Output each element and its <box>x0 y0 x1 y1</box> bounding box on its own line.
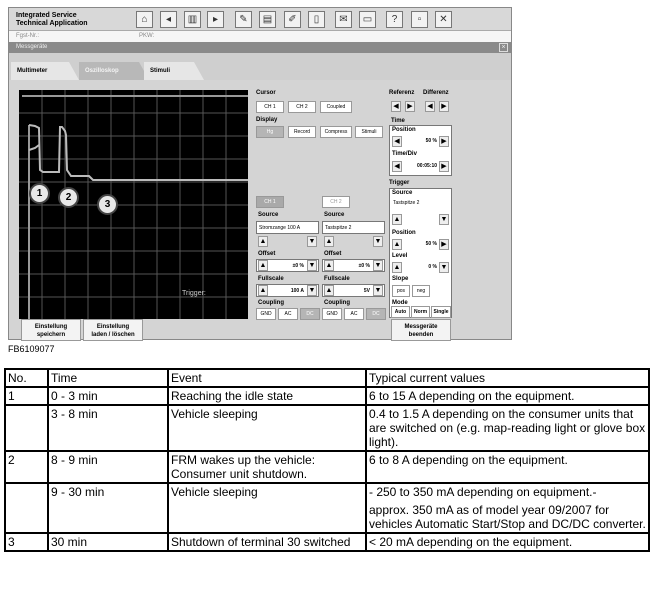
cell-event: Vehicle sleeping <box>168 483 366 533</box>
current-trace <box>29 125 248 180</box>
tab-oszilloskop[interactable]: Oszilloskop <box>79 62 139 80</box>
ch2-gnd-button[interactable]: GND <box>322 308 342 320</box>
vin-label: Fgst-Nr.: <box>16 33 40 39</box>
ch2-button[interactable]: CH 2 <box>322 196 350 208</box>
timediv-value: 00:05:10 <box>416 163 437 169</box>
oscilloscope-panel <box>9 80 511 339</box>
wrench-icon[interactable]: ✎ <box>235 11 252 28</box>
cell-event: Shutdown of terminal 30 switched <box>168 533 366 551</box>
cell-values-multi <box>366 483 649 533</box>
table-row <box>5 533 649 551</box>
event-marker-3: 3 <box>97 194 118 215</box>
ch2-coupling-label: Coupling <box>324 300 350 306</box>
trigger-level-up-arrow[interactable]: ▲ <box>393 264 401 271</box>
cursor-label: Cursor <box>256 90 276 96</box>
display-hg-button[interactable]: Hg <box>256 126 284 138</box>
close-icon[interactable]: ✕ <box>435 11 452 28</box>
header-values: Typical current values <box>366 369 649 387</box>
ch2-offset-label: Offset <box>324 251 342 257</box>
cell-time: 0 - 3 min <box>48 387 168 405</box>
ch1-source-field[interactable] <box>256 221 319 234</box>
home-icon[interactable]: ⌂ <box>136 11 153 28</box>
panel-header <box>9 42 511 53</box>
table-row <box>5 387 649 405</box>
ch2-offset-field[interactable] <box>322 259 385 272</box>
differenz-right-arrow[interactable]: ▶ <box>439 101 449 112</box>
cell-time: 3 - 8 min <box>48 405 168 451</box>
trigger-group <box>389 188 452 318</box>
cell-no: 1 <box>5 387 48 405</box>
event-marker-1: 1 <box>29 183 50 204</box>
save-settings-line2: speichern <box>36 332 66 338</box>
ch1-offset-label: Offset <box>258 251 276 257</box>
ch1-ac-button[interactable]: AC <box>278 308 298 320</box>
model-label: PKW: <box>139 33 155 39</box>
ch2-fullscale-up-arrow[interactable]: ▲ <box>325 287 333 294</box>
battery-icon[interactable]: ▯ <box>308 11 325 28</box>
ch1-fullscale-field[interactable] <box>256 284 319 297</box>
cell-values: 6 to 15 A depending on the equipment. <box>366 387 649 405</box>
scope-display <box>19 90 248 319</box>
cell-time: 8 - 9 min <box>48 451 168 483</box>
time-position-value: 50 % <box>425 138 437 144</box>
ch1-button[interactable]: CH 1 <box>256 196 284 208</box>
cell-values: 0.4 to 1.5 A depending on the consumer units that are switched on (e.g. map-reading light or glove box light). <box>366 405 649 451</box>
ch2-fullscale-down-arrow[interactable]: ▼ <box>374 287 382 294</box>
back-icon[interactable]: ◂ <box>160 11 177 28</box>
exit-measuring-line2: beenden <box>408 332 434 338</box>
display-label: Display <box>256 117 278 123</box>
ch2-down-arrow[interactable]: ▼ <box>374 238 382 245</box>
ch2-fullscale-label: Fullscale <box>324 276 350 282</box>
differenz-label: Differenz <box>423 90 449 96</box>
ch1-gnd-button[interactable]: GND <box>256 308 276 320</box>
trigger-position-label: Position <box>392 230 416 236</box>
save-settings-line1: Einstellung <box>34 324 68 330</box>
event-marker-2: 2 <box>58 187 79 208</box>
trigger-source-label: Source <box>392 190 413 196</box>
table-header-row <box>5 369 649 387</box>
ch1-fullscale-up-arrow[interactable]: ▲ <box>259 287 267 294</box>
mode-single-button[interactable]: Single <box>431 306 451 318</box>
mode-norm-button[interactable]: Norm <box>411 306 430 318</box>
display-record-button[interactable]: Record <box>288 126 316 138</box>
ch2-up-arrow[interactable]: ▲ <box>325 238 333 245</box>
trigger-level-label: Level <box>392 253 408 259</box>
cell-no <box>5 405 48 451</box>
ch1-coupling-label: Coupling <box>258 300 284 306</box>
ch2-source-field[interactable] <box>322 221 385 234</box>
help-icon[interactable]: ? <box>386 11 403 28</box>
referenz-left-arrow[interactable]: ◀ <box>391 101 401 112</box>
ch2-ac-button[interactable]: AC <box>344 308 364 320</box>
tab-stimuli[interactable]: Stimuli <box>144 62 194 80</box>
app-title-line2: Technical Application <box>16 20 88 27</box>
load-settings-line1: Einstellung <box>96 324 130 330</box>
table-row <box>5 405 649 451</box>
app-title <box>16 12 88 28</box>
cell-event: Vehicle sleeping <box>168 405 366 451</box>
ch2-source-value: Tastspitze 2 <box>325 225 352 231</box>
ch1-offset-down-arrow[interactable]: ▼ <box>308 262 316 269</box>
referenz-right-arrow[interactable]: ▶ <box>405 101 415 112</box>
ch1-dc-button[interactable]: DC <box>300 308 320 320</box>
ch1-down-arrow[interactable]: ▼ <box>308 238 316 245</box>
timediv-left-arrow[interactable]: ◀ <box>392 161 402 172</box>
slope-neg-button[interactable]: neg <box>412 285 430 297</box>
time-group <box>389 125 452 176</box>
timediv-right-arrow[interactable]: ▶ <box>439 161 449 172</box>
panel-close-icon[interactable]: × <box>499 43 508 52</box>
cell-no <box>5 483 48 533</box>
event-table <box>4 368 650 552</box>
ch2-offset-up-arrow[interactable]: ▲ <box>325 262 333 269</box>
app-title-line1: Integrated Service <box>16 12 77 19</box>
tab-bar <box>9 53 511 80</box>
load-settings-button[interactable] <box>83 319 143 341</box>
current-trace-shadow <box>29 145 39 150</box>
exit-measuring-line1: Messgeräte <box>404 324 438 330</box>
ch1-offset-field[interactable] <box>256 259 319 272</box>
ch1-offset-up-arrow[interactable]: ▲ <box>259 262 267 269</box>
cell-values: < 20 mA depending on the equipment. <box>366 533 649 551</box>
figure-id: FB6109077 <box>8 344 55 354</box>
ch1-source-value: Stromzange 100 A <box>259 225 301 231</box>
panel-title: Messgeräte <box>16 44 48 50</box>
ch2-offset-down-arrow[interactable]: ▼ <box>374 262 382 269</box>
title-bar <box>9 8 511 31</box>
forward-icon[interactable]: ▸ <box>207 11 224 28</box>
trigger-position-right-arrow[interactable]: ▶ <box>439 239 449 250</box>
time-position-right-arrow[interactable]: ▶ <box>439 136 449 147</box>
tab-multimeter[interactable]: Multimeter <box>11 62 69 80</box>
book-icon[interactable]: ▥ <box>184 11 201 28</box>
ch1-fullscale-value: 100 A <box>290 288 304 294</box>
cell-event: Reaching the idle state <box>168 387 366 405</box>
cell-no: 2 <box>5 451 48 483</box>
ch1-source-label: Source <box>258 212 279 218</box>
table-row <box>5 451 649 483</box>
cell-time: 9 - 30 min <box>48 483 168 533</box>
ch2-fullscale-field[interactable] <box>322 284 385 297</box>
ch1-offset-value: ±0 % <box>292 263 304 269</box>
mode-auto-button[interactable]: Auto <box>391 306 410 318</box>
cursor-coupled-button[interactable]: Coupled <box>320 101 352 113</box>
ch2-dc-button[interactable]: DC <box>366 308 386 320</box>
referenz-label: Referenz <box>389 90 415 96</box>
cell-values-part2: approx. 350 mA as of model year 09/2007 for vehicles Automatic Start/Stop and DC/DC converter. <box>369 503 646 531</box>
exit-measuring-button[interactable] <box>391 319 451 341</box>
header-no: No. <box>5 369 48 387</box>
cell-no: 3 <box>5 533 48 551</box>
timediv-label: Time/Div <box>392 151 417 157</box>
slope-pos-button[interactable]: pos <box>392 285 410 297</box>
time-position-label: Position <box>392 127 416 133</box>
save-settings-button[interactable] <box>21 319 81 341</box>
cursor-ch1-button[interactable]: CH 1 <box>256 101 284 113</box>
header-event: Event <box>168 369 366 387</box>
time-position-left-arrow[interactable]: ◀ <box>392 136 402 147</box>
trigger-level-value: 0 % <box>428 264 437 270</box>
differenz-left-arrow[interactable]: ◀ <box>425 101 435 112</box>
window-icon[interactable]: ▫ <box>411 11 428 28</box>
cell-values: 6 to 8 A depending on the equipment. <box>366 451 649 483</box>
ch2-source-label: Source <box>324 212 345 218</box>
scope-grid <box>19 90 248 319</box>
cell-event: FRM wakes up the vehicle: Consumer unit shutdown. <box>168 451 366 483</box>
document-icon[interactable]: ▤ <box>259 11 276 28</box>
display-compress-button[interactable]: Compress <box>320 126 352 138</box>
time-label: Time <box>391 118 405 124</box>
cell-time: 30 min <box>48 533 168 551</box>
display-stimuli-button[interactable]: Stimuli <box>355 126 383 138</box>
ista-screenshot <box>8 7 512 340</box>
trigger-slope-label: Slope <box>392 276 409 282</box>
scope-trigger-label: Trigger: <box>182 290 206 297</box>
ch1-up-arrow[interactable]: ▲ <box>259 238 267 245</box>
trigger-position-up-arrow[interactable]: ▲ <box>393 241 401 248</box>
print-icon[interactable]: ▭ <box>359 11 376 28</box>
trigger-position-value: 50 % <box>425 241 437 247</box>
ch2-offset-value: ±0 % <box>358 263 370 269</box>
mail-icon[interactable]: ✉ <box>335 11 352 28</box>
load-settings-line2: laden / löschen <box>91 332 135 338</box>
trigger-level-down-arrow[interactable]: ▼ <box>440 264 448 271</box>
header-time: Time <box>48 369 168 387</box>
cursor-ch2-button[interactable]: CH 2 <box>288 101 316 113</box>
trigger-source-value: Tastspitze 2 <box>393 200 420 206</box>
scope-trace-svg <box>19 90 248 319</box>
ch2-fullscale-value: 5V <box>363 288 370 294</box>
trigger-source-down-arrow[interactable]: ▼ <box>440 216 448 223</box>
vehicle-bar <box>9 31 511 42</box>
pen-icon[interactable]: ✐ <box>284 11 301 28</box>
trigger-mode-label: Mode <box>392 300 408 306</box>
ch1-fullscale-down-arrow[interactable]: ▼ <box>308 287 316 294</box>
cell-values-part1: - 250 to 350 mA depending on equipment.- <box>369 485 597 499</box>
trigger-source-up-arrow[interactable]: ▲ <box>393 216 401 223</box>
table-row <box>5 483 649 533</box>
ch1-fullscale-label: Fullscale <box>258 276 284 282</box>
trigger-label: Trigger <box>389 180 410 186</box>
